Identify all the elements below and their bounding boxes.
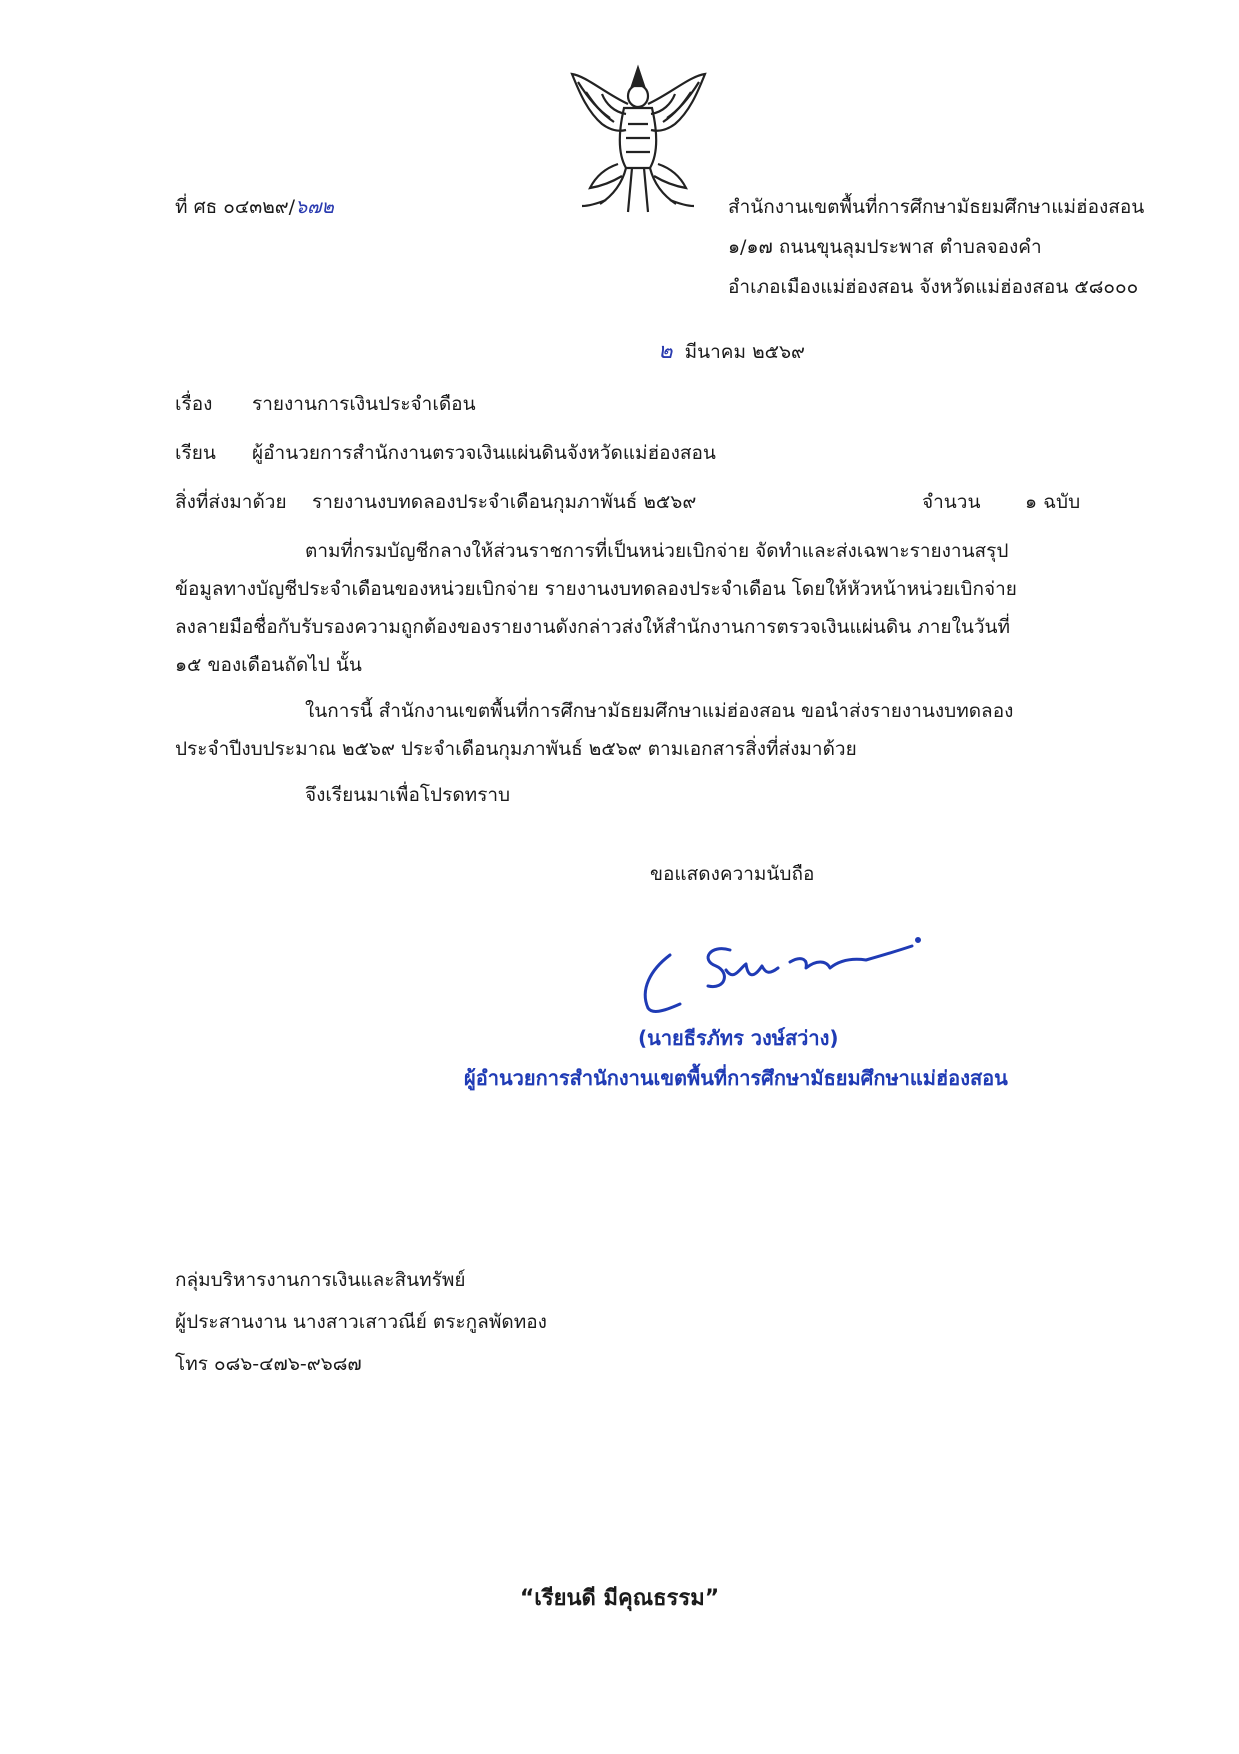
signer-position: ผู้อำนวยการสำนักงานเขตพื้นที่การศึกษามัธยมศึกษาแม่ฮ่องสอน: [464, 1066, 1008, 1090]
body-para2-line1: ในการนี้ สำนักงานเขตพื้นที่การศึกษามัธยมศึกษาแม่ฮ่องสอน ขอนำส่งรายงานงบทดลอง: [305, 700, 1014, 722]
office-address-line1: ๑/๑๗ ถนนขุนลุมประพาส ตำบลจองคำ: [728, 236, 1042, 258]
footer-phone: โทร ๐๘๖-๔๗๖-๙๖๘๗: [175, 1353, 362, 1375]
recipient-value: ผู้อำนวยการสำนักงานตรวจเงินแผ่นดินจังหวัดแม่ฮ่องสอน: [252, 442, 716, 464]
body-para1-line2: ข้อมูลทางบัญชีประจำเดือนของหน่วยเบิกจ่าย รายงานงบทดลองประจำเดือน โดยให้หัวหน้าหน่วยเบิกจ่าย: [175, 578, 1017, 600]
garuda-emblem-icon: [566, 64, 711, 219]
footer-motto: “เรียนดี มีคุณธรรม”: [519, 1586, 720, 1611]
body-para2-line2: ประจำปีงบประมาณ ๒๕๖๙ ประจำเดือนกุมภาพันธ์ ๒๕๖๙ ตามเอกสารสิ่งที่ส่งมาด้วย: [175, 738, 857, 760]
recipient-label: เรียน: [175, 442, 216, 464]
reference-number: ที่ ศธ ๐๔๓๒๙/๖๗๒: [175, 196, 334, 218]
enclosure-count-value: ๑ ฉบับ: [1025, 491, 1081, 513]
body-para1-line1: ตามที่กรมบัญชีกลางให้ส่วนราชการที่เป็นหน่วยเบิกจ่าย จัดทำและส่งเฉพาะรายงานสรุป: [305, 540, 1009, 562]
subject-label: เรื่อง: [175, 393, 213, 415]
body-para1-line3: ลงลายมือชื่อกับรับรองความถูกต้องของรายงานดังกล่าวส่งให้สำนักงานการตรวจเงินแผ่นดิน ภายในวันที่: [175, 616, 1011, 638]
enclosure-count-label: จำนวน: [922, 491, 981, 513]
body-para1-line4: ๑๕ ของเดือนถัดไป นั้น: [175, 654, 362, 676]
letter-date: ๒ มีนาคม ๒๕๖๙: [658, 339, 805, 364]
closing-salutation: ขอแสดงความนับถือ: [650, 863, 815, 885]
handwritten-signature-icon: [630, 920, 930, 1020]
office-address-line2: อำเภอเมืองแม่ฮ่องสอน จังหวัดแม่ฮ่องสอน ๕๘๐๐๐: [728, 276, 1139, 298]
body-para3: จึงเรียนมาเพื่อโปรดทราบ: [305, 784, 511, 806]
footer-department: กลุ่มบริหารงานการเงินและสินทรัพย์: [175, 1269, 466, 1291]
subject-value: รายงานการเงินประจำเดือน: [252, 393, 476, 415]
enclosure-value: รายงานงบทดลองประจำเดือนกุมภาพันธ์ ๒๕๖๙: [312, 491, 697, 513]
footer-coordinator: ผู้ประสานงาน นางสาวเสาวณีย์ ตระกูลพัดทอง: [175, 1311, 547, 1333]
enclosure-label: สิ่งที่ส่งมาด้วย: [175, 491, 287, 513]
office-name: สำนักงานเขตพื้นที่การศึกษามัธยมศึกษาแม่ฮ่องสอน: [728, 196, 1145, 218]
signer-name: (นายธีรภัทร วงษ์สว่าง): [638, 1026, 839, 1050]
